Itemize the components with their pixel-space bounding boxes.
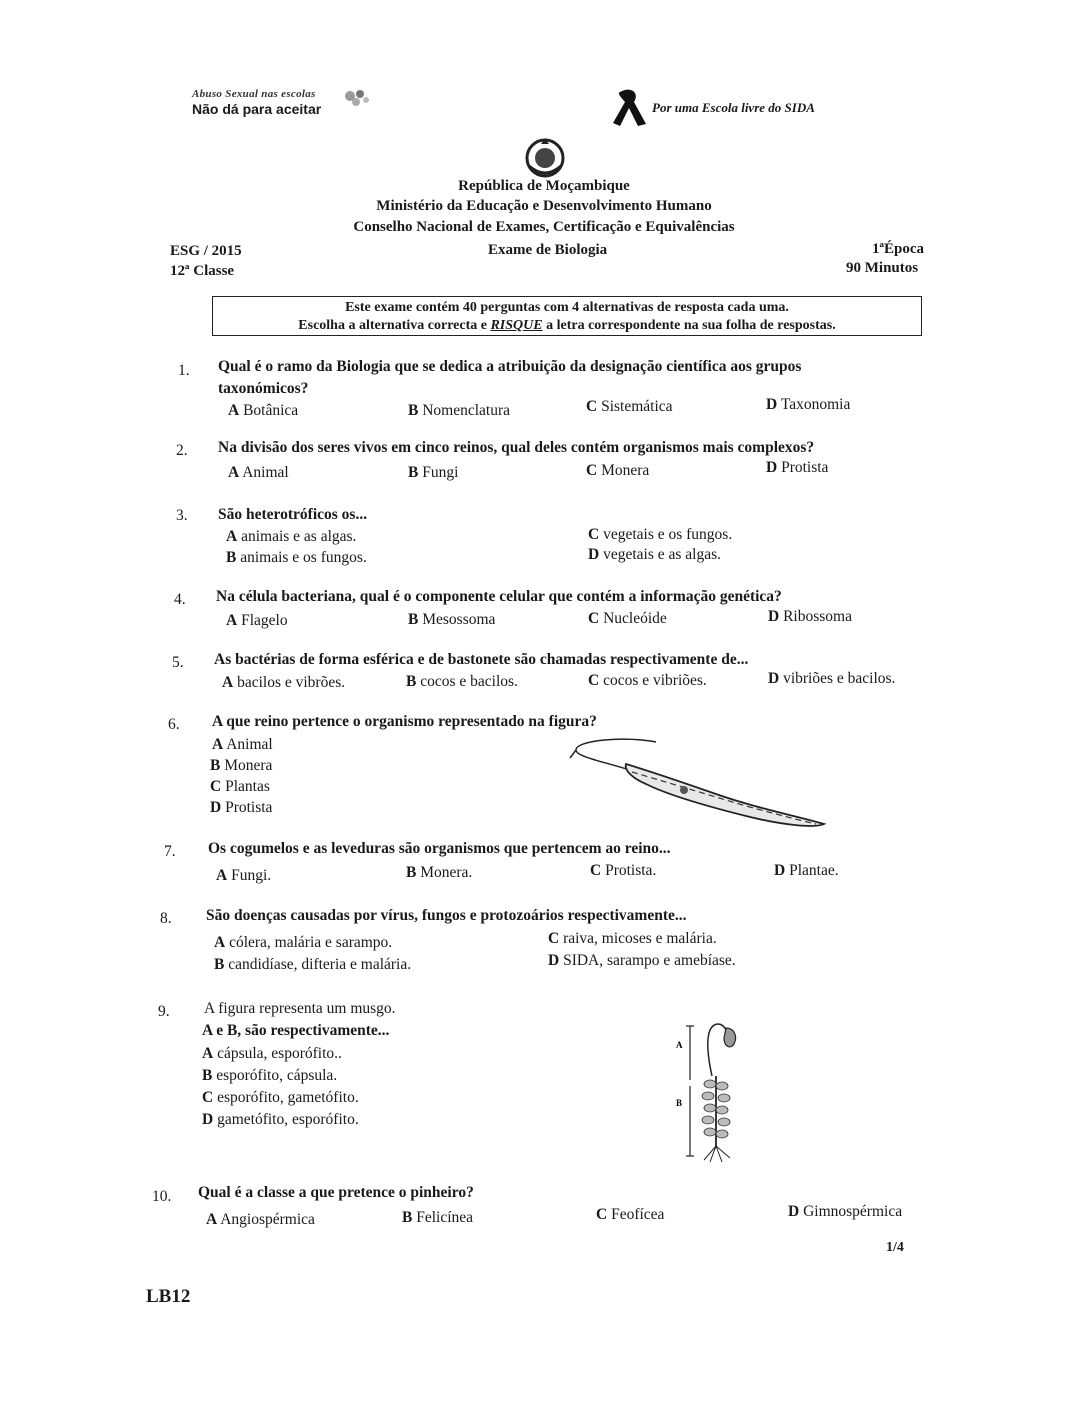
figure-label-b: B: [676, 1098, 683, 1108]
option: B animais e os fungos.: [226, 549, 367, 566]
option: D gametófito, esporófito.: [202, 1111, 359, 1128]
question-number: 10.: [152, 1188, 172, 1205]
question-text: Os cogumelos e as leveduras são organismos que pertencem ao reino...: [208, 840, 671, 857]
option: D Plantae.: [774, 862, 839, 879]
option: D SIDA, sarampo e amebíase.: [548, 952, 736, 969]
question-number: 6.: [168, 716, 180, 733]
protozoan-figure: [566, 732, 830, 832]
option: C Plantas: [210, 778, 270, 795]
question-number: 8.: [160, 910, 172, 927]
question-text: Qual é o ramo da Biologia que se dedica a atribuição da designação científica aos grupos: [218, 358, 802, 375]
option: C Nucleóide: [588, 610, 667, 627]
logo-left-line1: Abuso Sexual nas escolas: [192, 88, 316, 100]
campaign-logo-left: [192, 88, 321, 117]
option: A animais e as algas.: [226, 528, 357, 545]
option: C vegetais e os fungos.: [588, 526, 733, 543]
instructions-line2: Escolha a alternativa correcta e RISQUE a letra correspondente na sua folha de respostas.: [298, 318, 836, 333]
exam-epoch: 1ªÉpoca: [872, 241, 925, 257]
question-number: 1.: [178, 362, 190, 379]
option: B Monera: [210, 757, 273, 774]
national-emblem-icon: [523, 136, 567, 180]
option: B Felicínea: [402, 1209, 474, 1226]
option: A bacilos e vibrões.: [222, 674, 346, 691]
option: B Fungi: [408, 464, 459, 481]
option: A cápsula, esporófito..: [202, 1045, 342, 1062]
question-number: 3.: [176, 507, 188, 524]
option: A Animal: [228, 464, 289, 481]
council-title: Conselho Nacional de Exames, Certificação e Equivalências: [353, 219, 735, 235]
republic-title: República de Moçambique: [458, 178, 630, 194]
question-text: A e B, são respectivamente...: [202, 1022, 390, 1039]
option: A Flagelo: [226, 612, 288, 629]
question-text: As bactérias de forma esférica e de bastonete são chamadas respectivamente de...: [214, 651, 749, 668]
option: D Taxonomia: [766, 396, 851, 413]
option: C Sistemática: [586, 398, 673, 415]
exam-code: ESG / 2015: [170, 243, 242, 259]
page-number: 1/4: [886, 1240, 904, 1255]
option: C raiva, micoses e malária.: [548, 930, 717, 947]
option: D Protista: [766, 459, 829, 476]
question-text: Qual é a classe a que pretence o pinheiro?: [198, 1184, 474, 1201]
question-number: 5.: [172, 654, 184, 671]
option: D Ribossoma: [768, 608, 852, 625]
option: A Fungi.: [216, 867, 272, 884]
option: A Angiospérmica: [206, 1211, 315, 1228]
question-number: 9.: [158, 1003, 170, 1020]
option: D Protista: [210, 799, 273, 816]
logo-right-text: Por uma Escola livre do SIDA: [652, 100, 815, 115]
option: B Mesossoma: [408, 611, 496, 628]
moss-figure: [670, 1018, 750, 1166]
option: B Monera.: [406, 864, 473, 881]
option: C cocos e vibriões.: [588, 672, 707, 689]
exam-title: Exame de Biologia: [488, 242, 608, 258]
option: A Animal: [212, 736, 273, 753]
question-text: São heterotróficos os...: [218, 506, 368, 523]
option: B candidíase, difteria e malária.: [214, 956, 412, 973]
option: D vegetais e as algas.: [588, 546, 722, 563]
question-text: São doenças causadas por vírus, fungos e protozoários respectivamente...: [206, 907, 687, 924]
option: C Monera: [586, 462, 650, 479]
question-number: 2.: [176, 442, 188, 459]
question-text: A figura representa um musgo.: [204, 1000, 396, 1017]
awareness-ribbon-icon: [612, 88, 648, 128]
option: D vibriões e bacilos.: [768, 670, 896, 687]
question-number: 7.: [164, 843, 176, 860]
campaign-logo-right: [612, 88, 815, 128]
figure-label-a: A: [676, 1040, 683, 1050]
ministry-title: Ministério da Educação e Desenvolvimento Humano: [376, 198, 712, 214]
logo-left-line2: Não dá para aceitar: [192, 101, 322, 117]
option: A cólera, malária e sarampo.: [214, 934, 393, 951]
option: D Gimnospérmica: [788, 1203, 903, 1220]
instructions-line1: Este exame contém 40 perguntas com 4 alternativas de resposta cada uma.: [345, 300, 789, 315]
option: A Botânica: [228, 402, 299, 419]
question-text: Na célula bacteriana, qual é o componente celular que contém a informação genética?: [216, 588, 782, 605]
instructions-box: [212, 296, 922, 336]
question-text: A que reino pertence o organismo representado na figura?: [212, 713, 597, 730]
exam-duration: 90 Minutos: [846, 260, 919, 276]
question-text: Na divisão dos seres vivos em cinco reinos, qual deles contém organismos mais complexos?: [218, 439, 815, 456]
option: C Feofícea: [596, 1206, 665, 1223]
exam-class: 12ª Classe: [170, 263, 235, 279]
option: C Protista.: [590, 862, 657, 879]
question-number: 4.: [174, 591, 186, 608]
option: B Nomenclatura: [408, 402, 511, 419]
flower-icon: [340, 86, 376, 110]
option: B cocos e bacilos.: [406, 673, 518, 690]
option: B esporófito, cápsula.: [202, 1067, 338, 1084]
option: C esporófito, gametófito.: [202, 1089, 359, 1106]
document-code: LB12: [146, 1286, 191, 1307]
question-text: taxonómicos?: [218, 380, 309, 397]
